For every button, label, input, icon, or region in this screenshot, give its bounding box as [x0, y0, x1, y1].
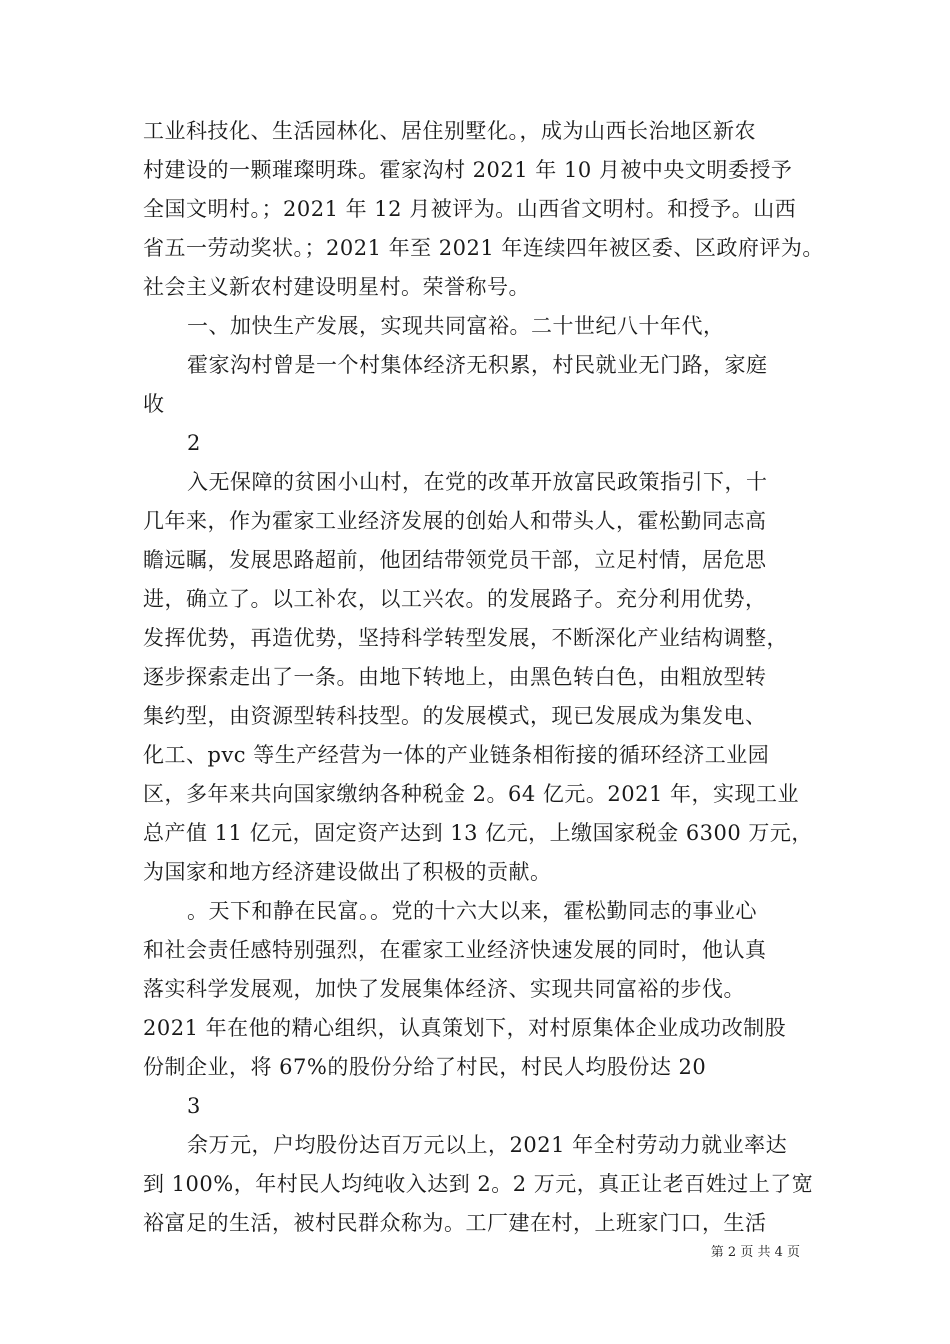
text-line: 霍家沟村曾是一个村集体经济无积累，村民就业无门路，家庭 [187, 353, 768, 377]
text-line: 工业科技化、生活园林化、居住别墅化。，成为山西长治地区新农 [143, 119, 756, 143]
text-line: 余万元，户均股份达百万元以上，2021 年全村劳动力就业率达 [187, 1133, 788, 1157]
text-line: 2 [187, 431, 201, 455]
text-line: 区，多年来共向国家缴纳各种税金 2。64 亿元。2021 年，实现工业 [143, 782, 800, 806]
text-line: 省五一劳动奖状。；2021 年至 2021 年连续四年被区委、区政府评为。 [143, 236, 824, 260]
text-line: 村建设的一颗璀璨明珠。霍家沟村 2021 年 10 月被中央文明委授予 [143, 158, 793, 182]
text-line: 逐步探索走出了一条。由地下转地上，由黑色转白色，由粗放型转 [143, 665, 767, 689]
page-footer: 第 2 页 共 4 页 [710, 1245, 800, 1260]
text-line: 2021 年在他的精心组织，认真策划下，对村原集体企业成功改制股 [143, 1016, 787, 1040]
text-line: 集约型，由资源型转科技型。的发展模式，现已发展成为集发电、 [143, 704, 767, 728]
text-line: 社会主义新农村建设明星村。荣誉称号。 [143, 275, 530, 299]
text-line: 。天下和静在民富。。党的十六大以来，霍松勤同志的事业心 [187, 899, 757, 923]
text-line: 落实科学发展观，加快了发展集体经济、实现共同富裕的步伐。 [143, 977, 745, 1001]
document-body [143, 112, 823, 1243]
text-line: 收 [143, 392, 165, 416]
text-line: 瞻远瞩，发展思路超前，他团结带领党员干部，立足村情，居危思 [143, 548, 767, 572]
text-line: 化工、pvc 等生产经营为一体的产业链条相衔接的循环经济工业园 [143, 743, 770, 767]
text-line: 3 [187, 1094, 201, 1118]
text-line: 到 100%，年村民人均纯收入达到 2。2 万元，真正让老百姓过上了宽 [143, 1172, 814, 1196]
text-line: 进，确立了。以工补农，以工兴农。的发展路子。充分利用优势， [143, 587, 767, 611]
text-line: 全国文明村。；2021 年 12 月被评为。山西省文明村。和授予。山西 [143, 197, 797, 221]
text-line: 几年来，作为霍家工业经济发展的创始人和带头人，霍松勤同志高 [143, 509, 767, 533]
text-line: 份制企业，将 67%的股份分给了村民，村民人均股份达 20 [143, 1055, 707, 1079]
text-line: 和社会责任感特别强烈，在霍家工业经济快速发展的同时，他认真 [143, 938, 767, 962]
text-line: 裕富足的生活，被村民群众称为。工厂建在村，上班家门口，生活 [143, 1211, 767, 1235]
text-line: 入无保障的贫困小山村，在党的改革开放富民政策指引下，十 [187, 470, 768, 494]
text-line: 发挥优势，再造优势，坚持科学转型发展，不断深化产业结构调整， [143, 626, 788, 650]
text-line: 一、加快生产发展，实现共同富裕。二十世纪八十年代， [187, 314, 725, 338]
text-line: 总产值 11 亿元，固定资产达到 13 亿元，上缴国家税金 6300 万元， [143, 821, 813, 845]
text-line: 为国家和地方经济建设做出了积极的贡献。 [143, 860, 552, 884]
